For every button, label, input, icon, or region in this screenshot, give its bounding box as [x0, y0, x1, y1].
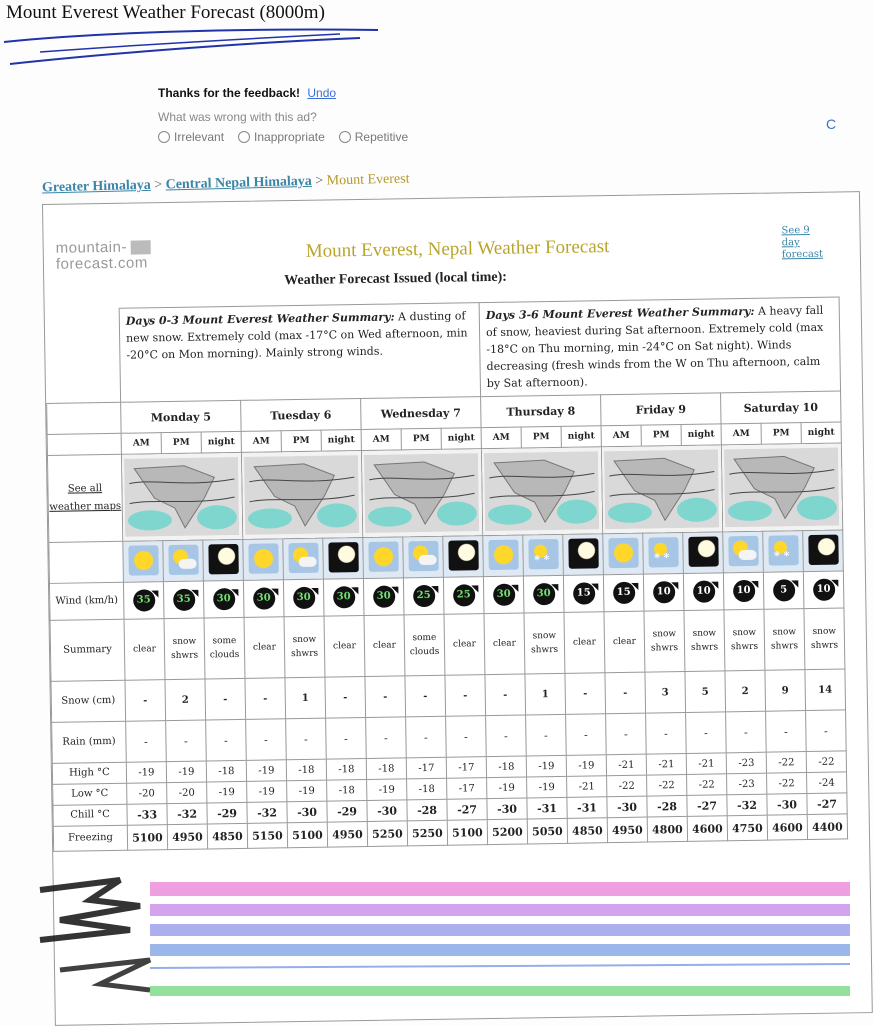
cloud-icon [288, 542, 318, 572]
maps-row [47, 443, 842, 542]
summary-cell: clear [564, 612, 605, 674]
rain-cell: - [246, 719, 287, 761]
rain-cell: - [206, 719, 247, 761]
period-label: night [201, 431, 241, 453]
wind-cell [563, 575, 604, 613]
high-cell: -18 [366, 758, 406, 780]
rain-cell: - [366, 717, 407, 759]
low-cell: -19 [247, 781, 287, 803]
wind-label: Wind (km/h) [49, 582, 124, 620]
high-cell: -22 [806, 751, 846, 773]
wind-cell [643, 573, 684, 611]
weather-icon-cell [363, 537, 404, 579]
wind-arrow-icon: 10 [692, 580, 714, 602]
wind-cell [243, 580, 284, 618]
freezing-cell: 5250 [367, 821, 407, 847]
weather-icon-cell [763, 531, 804, 573]
rain-cell: - [566, 714, 607, 756]
feedback-question: What was wrong with this ad? [158, 110, 317, 124]
snow-cell: - [325, 676, 366, 718]
summary-cell: clear [444, 614, 485, 676]
weather-icon-cell [243, 539, 284, 581]
chill-cell: -29 [327, 800, 367, 822]
wind-cell [483, 576, 524, 614]
high-label: High °C [52, 762, 126, 784]
undo-link[interactable]: Undo [307, 86, 337, 100]
wind-arrow-icon: 30 [253, 587, 275, 609]
day-header: Wednesday 7 [361, 397, 481, 430]
period-label: PM [521, 426, 561, 448]
breadcrumb-current: Mount Everest [326, 171, 410, 189]
chill-label: Chill °C [53, 804, 127, 826]
summary-row [45, 297, 840, 403]
wind-cell [803, 571, 844, 609]
chill-cell: -29 [207, 802, 247, 824]
map-icon [364, 453, 479, 533]
chill-cell: -28 [647, 795, 687, 817]
rain-cell: - [166, 720, 207, 762]
period-label: AM [121, 433, 161, 455]
period-label: PM [761, 423, 801, 445]
snow-icon [648, 537, 678, 567]
summary-cell: clear [364, 615, 405, 677]
nine-day-link[interactable]: See 9 day forecast [781, 224, 824, 261]
rain-label: Rain (mm) [52, 721, 127, 763]
chill-cell: -30 [487, 798, 527, 820]
sun-icon [248, 543, 278, 573]
freezing-cell: 4850 [567, 818, 607, 844]
wind-cell [163, 581, 204, 619]
freezing-cell: 4750 [727, 815, 767, 841]
weather-icon-cell [123, 541, 164, 583]
period-label: PM [161, 432, 201, 454]
summary-days-3-6: Days 3-6 Mount Everest Weather Summary: A heavy fall of snow, heaviest during Sat afternoon. Extremely cold (max -18°C on Thu morning, min -24°C on Sat night). Winds decreasing (fresh winds from the W on Thu afternoon, calm by Sat afternoon). [479, 297, 840, 397]
rain-cell: - [806, 710, 847, 752]
breadcrumb-greater-himalaya[interactable]: Greater Himalaya [41, 177, 151, 196]
map-icon [604, 449, 719, 529]
snow-cell: 14 [805, 669, 846, 711]
summary-cell: snow shwrs [684, 610, 725, 672]
low-cell: -24 [807, 772, 847, 794]
rain-cell: - [686, 712, 727, 754]
low-cell: -22 [767, 773, 807, 795]
rain-cell: - [526, 714, 567, 756]
day-header: Friday 9 [601, 393, 721, 426]
snow-cell: 1 [285, 677, 326, 719]
wind-arrow-icon: 35 [173, 589, 195, 611]
period-label: night [441, 428, 481, 450]
day-header: Thursday 8 [481, 395, 601, 428]
high-cell: -21 [646, 753, 686, 775]
summary-cell: snow shwrs [164, 618, 205, 680]
low-cell: -22 [607, 775, 647, 797]
side-mark: C [826, 116, 837, 132]
period-label: AM [481, 427, 521, 449]
rain-cell: - [286, 718, 327, 760]
night-icon [568, 538, 598, 568]
logo-mark-icon [131, 240, 151, 254]
high-cell: -19 [126, 762, 166, 784]
snow-cell: 1 [525, 673, 566, 715]
low-cell: -20 [127, 783, 167, 805]
high-cell: -19 [526, 755, 566, 777]
chill-cell: -27 [447, 799, 487, 821]
period-label: night [321, 430, 361, 452]
weather-icon-cell [563, 534, 604, 576]
wind-cell [443, 577, 484, 615]
sun-icon [128, 545, 158, 575]
low-cell: -18 [327, 779, 367, 801]
day-header: Saturday 10 [721, 391, 841, 424]
low-cell: -19 [527, 776, 567, 798]
freezing-cell: 5150 [247, 823, 287, 849]
chill-cell: -30 [767, 794, 807, 816]
freezing-cell: 4950 [167, 824, 207, 850]
low-label: Low °C [53, 783, 127, 805]
low-cell: -22 [687, 774, 727, 796]
night-icon [688, 536, 718, 566]
high-cell: -23 [726, 752, 766, 774]
wind-arrow-icon: 30 [293, 587, 315, 609]
wind-arrow-icon: 10 [732, 580, 754, 602]
low-cell: -19 [287, 780, 327, 802]
chill-cell: -27 [807, 793, 847, 815]
map-icon [484, 451, 599, 531]
snow-cell: - [245, 678, 286, 720]
high-cell: -17 [446, 757, 486, 779]
period-label: AM [721, 423, 761, 445]
snow-cell: - [565, 673, 606, 715]
breadcrumb-central-nepal[interactable]: Central Nepal Himalaya [165, 173, 313, 193]
chill-cell: -28 [407, 799, 447, 821]
chill-cell: -30 [287, 801, 327, 823]
weather-icon-cell [443, 536, 484, 578]
chill-cell: -31 [567, 797, 607, 819]
period-label: PM [401, 428, 441, 450]
chill-cell: -30 [367, 800, 407, 822]
sun-icon [608, 537, 638, 567]
summary-cell: clear [324, 615, 365, 677]
period-label: PM [281, 430, 321, 452]
night-icon [448, 540, 478, 570]
wind-cell [323, 578, 364, 616]
summary-cell: snow shwrs [524, 612, 565, 674]
summary-cell: clear [124, 619, 165, 681]
freezing-cell: 4400 [807, 814, 847, 840]
pen-scribble [0, 22, 380, 68]
chill-cell: -30 [607, 796, 647, 818]
forecast-table [45, 296, 848, 851]
radio-icon[interactable] [158, 131, 170, 143]
feedback-thanks: Thanks for the feedback! Undo [158, 86, 337, 100]
snow-icon [528, 538, 558, 568]
wind-arrow-icon: 30 [533, 583, 555, 605]
snow-cell: 2 [165, 679, 206, 721]
wind-cell [283, 579, 324, 617]
feedback-options [158, 130, 408, 144]
cloud-icon [728, 535, 758, 565]
wind-arrow-icon: 5 [772, 579, 794, 601]
weather-icon-cell [803, 530, 844, 572]
rain-cell: - [446, 716, 487, 758]
page-title: Mount Everest Weather Forecast (8000m) [6, 2, 325, 23]
summary-cell: snow shwrs [764, 609, 805, 671]
high-cell: -18 [206, 760, 246, 782]
freezing-cell: 5100 [447, 820, 487, 846]
radio-icon[interactable] [339, 131, 351, 143]
rain-cell: - [486, 715, 527, 757]
rain-cell: - [326, 717, 367, 759]
wind-cell [123, 582, 164, 620]
summary-cell: snow shwrs [284, 616, 325, 678]
low-cell: -19 [487, 777, 527, 799]
snow-cell: - [445, 675, 486, 717]
option-irrelevant[interactable]: Irrelevant [158, 130, 224, 144]
wind-cell [363, 578, 404, 616]
low-cell: -18 [407, 778, 447, 800]
freezing-cell: 4800 [647, 816, 687, 842]
weather-icon-cell [723, 531, 764, 573]
wind-arrow-icon: 10 [653, 581, 675, 603]
wind-arrow-icon: 25 [453, 584, 475, 606]
weather-icon-cell [403, 536, 444, 578]
weather-map[interactable] [721, 443, 842, 532]
snow-cell: 9 [765, 670, 806, 712]
site-logo: mountain- forecast.com [56, 239, 152, 272]
weather-map[interactable] [601, 445, 722, 534]
period-label: AM [241, 431, 281, 453]
snow-cell: - [205, 678, 246, 720]
summary-cell: some clouds [404, 614, 445, 676]
map-icon [244, 455, 359, 535]
weather-map[interactable] [241, 451, 362, 540]
summary-cell: clear [484, 613, 525, 675]
rain-cell: - [126, 721, 167, 763]
day-header: Monday 5 [121, 400, 241, 433]
wind-arrow-icon: 30 [213, 588, 235, 610]
option-repetitive[interactable]: Repetitive [339, 130, 408, 144]
day-header: Tuesday 6 [241, 399, 361, 432]
night-icon [328, 542, 358, 572]
low-cell: -19 [367, 779, 407, 801]
weather-icon-cell [203, 539, 244, 581]
ad-feedback [158, 86, 408, 144]
wind-arrow-icon: 35 [133, 589, 155, 611]
chill-cell: -27 [687, 795, 727, 817]
summary-cell: snow shwrs [724, 609, 765, 671]
snow-cell: 3 [645, 671, 686, 713]
low-cell: -19 [207, 781, 247, 803]
wind-cell [603, 574, 644, 612]
night-icon [808, 534, 838, 564]
weather-icon-cell [163, 540, 204, 582]
wind-arrow-icon: 15 [613, 582, 635, 604]
chill-cell: -32 [167, 803, 207, 825]
high-cell: -18 [286, 759, 326, 781]
high-cell: -19 [246, 760, 286, 782]
breadcrumb: Greater Himalaya > Central Nepal Himalaya > Mount Everest [41, 171, 410, 196]
wind-cell [403, 577, 444, 615]
weather-icon-cell [483, 535, 524, 577]
weather-map[interactable] [361, 449, 482, 538]
wind-cell [523, 575, 564, 613]
summary-cell: snow shwrs [644, 610, 685, 672]
period-label: night [561, 426, 601, 448]
high-cell: -22 [766, 752, 806, 774]
wind-arrow-icon: 25 [413, 585, 435, 607]
freezing-cell: 5100 [127, 825, 167, 851]
forecast-title: Mount Everest, Nepal Weather Forecast [305, 236, 610, 262]
period-label: night [681, 424, 721, 446]
rain-cell: - [406, 716, 447, 758]
summary-cell: clear [244, 617, 285, 679]
see-all-maps-link[interactable]: See all weather maps [47, 454, 122, 542]
issued-label: Weather Forecast Issued (local time): [284, 269, 507, 289]
sun-icon [368, 541, 398, 571]
wind-arrow-icon: 30 [493, 584, 515, 606]
snow-cell: - [405, 675, 446, 717]
weather-icon-cell [643, 532, 684, 574]
map-icon [124, 457, 239, 537]
snow-cell: 2 [725, 670, 766, 712]
wind-arrow-icon: 10 [812, 579, 834, 601]
freezing-cell: 5250 [407, 820, 447, 846]
wind-cell [683, 573, 724, 611]
freezing-cell: 5050 [527, 818, 567, 844]
sun-icon [488, 539, 518, 569]
freezing-cell: 4950 [327, 821, 367, 847]
snow-cell: - [485, 674, 526, 716]
high-cell: -17 [406, 757, 446, 779]
rain-cell: - [766, 711, 807, 753]
freezing-cell: 4600 [767, 815, 807, 841]
cloud-icon [408, 540, 438, 570]
chill-cell: -31 [527, 797, 567, 819]
low-cell: -23 [727, 773, 767, 795]
weather-map[interactable] [481, 447, 602, 536]
snow-cell: 5 [685, 671, 726, 713]
chill-cell: -33 [127, 804, 167, 826]
low-cell: -17 [447, 778, 487, 800]
chill-cell: -32 [727, 794, 767, 816]
wind-arrow-icon: 30 [373, 586, 395, 608]
period-label: AM [601, 425, 641, 447]
weather-icon-cell [283, 538, 324, 580]
high-cell: -19 [566, 755, 606, 777]
rain-cell: - [606, 713, 647, 755]
weather-icon-cell [523, 534, 564, 576]
period-label: PM [641, 424, 681, 446]
high-cell: -21 [686, 753, 726, 775]
option-inappropriate[interactable]: Inappropriate [238, 130, 325, 144]
low-cell: -20 [167, 782, 207, 804]
chill-cell: -32 [247, 802, 287, 824]
low-cell: -22 [647, 774, 687, 796]
wind-arrow-icon: 15 [573, 582, 595, 604]
map-icon [724, 448, 839, 528]
snow-cell: - [365, 676, 406, 718]
weather-map[interactable] [121, 452, 242, 541]
radio-icon[interactable] [238, 131, 250, 143]
high-cell: -18 [326, 758, 366, 780]
snow-label: Snow (cm) [51, 680, 126, 722]
high-cell: -19 [166, 761, 206, 783]
ink-smudge [0, 860, 874, 1024]
night-icon [208, 543, 238, 573]
freezing-cell: 4950 [607, 817, 647, 843]
period-label: night [801, 422, 841, 444]
summary-days-0-3: Days 0-3 Mount Everest Weather Summary: A dusting of new snow. Extremely cold (max -17°C on Wed afternoon, min -20°C on Mon morning). Mainly strong winds. [119, 303, 480, 403]
wind-arrow-icon: 30 [333, 586, 355, 608]
snow-cell: - [125, 680, 166, 722]
snow-icon [768, 535, 798, 565]
summary-cell: some clouds [204, 617, 245, 679]
weather-icon-cell [323, 538, 364, 580]
rain-cell: - [726, 711, 767, 753]
weather-icon-cell [683, 532, 724, 574]
cloud-icon [168, 544, 198, 574]
freezing-cell: 4600 [687, 816, 727, 842]
period-label: AM [361, 429, 401, 451]
snow-cell: - [605, 672, 646, 714]
summary-cell: clear [604, 611, 645, 673]
freezing-label: Freezing [53, 825, 127, 851]
freezing-cell: 4850 [207, 823, 247, 849]
summary-label: Summary [50, 619, 125, 681]
rain-cell: - [646, 712, 687, 754]
high-cell: -18 [486, 756, 526, 778]
low-cell: -21 [567, 776, 607, 798]
freezing-cell: 5200 [487, 819, 527, 845]
high-cell: -21 [606, 754, 646, 776]
wind-cell [763, 572, 804, 610]
wind-cell [723, 572, 764, 610]
weather-icon-cell [603, 533, 644, 575]
wind-cell [203, 580, 244, 618]
freezing-cell: 5100 [287, 822, 327, 848]
summary-cell: snow shwrs [804, 608, 845, 670]
